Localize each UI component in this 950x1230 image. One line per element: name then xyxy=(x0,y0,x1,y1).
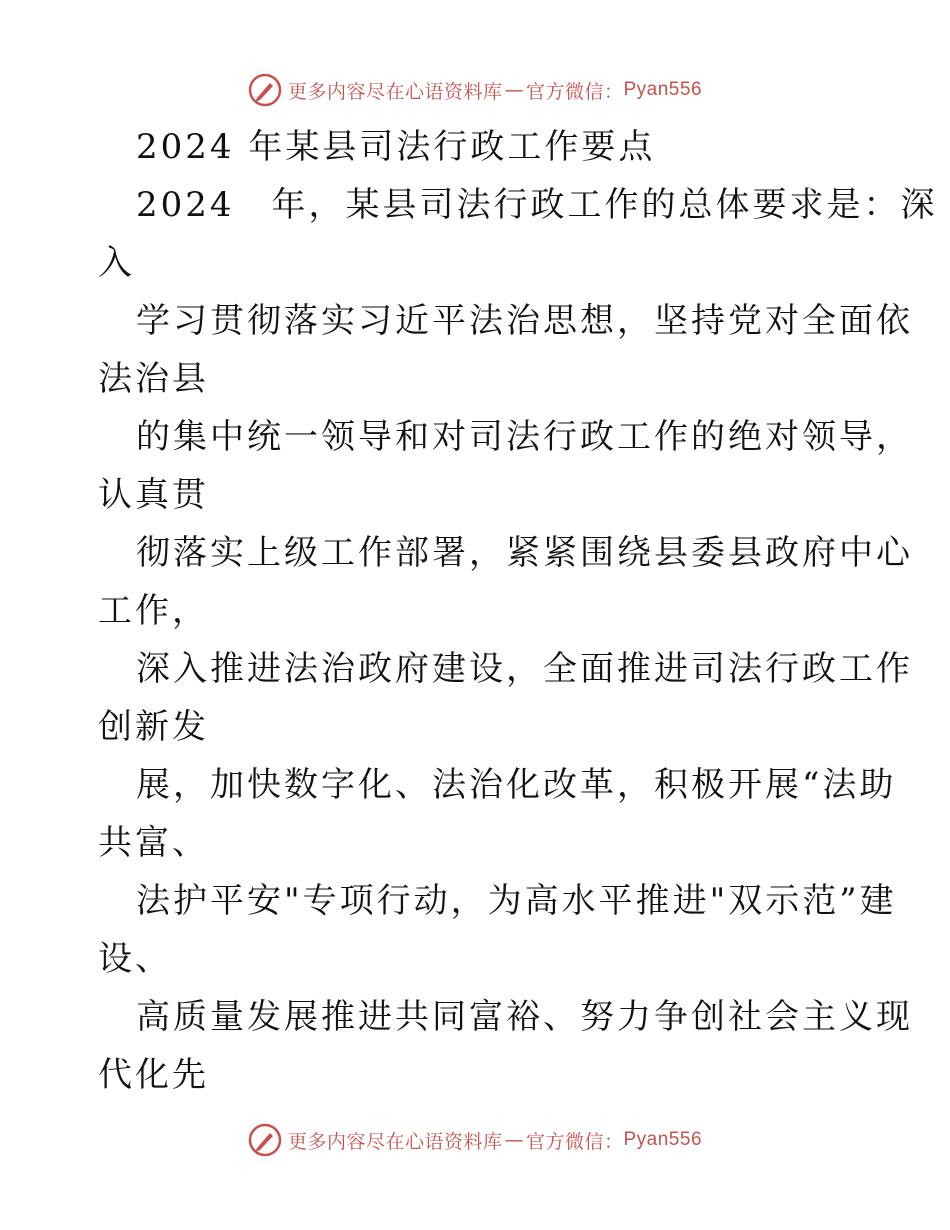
watermark-contact-id: Pyan556 xyxy=(623,79,703,100)
paragraph-line: 2024 年，某县司法行政工作的总体要求是：深 xyxy=(136,185,938,225)
document-title: 2024 年某县司法行政工作要点 xyxy=(136,127,656,167)
watermark-contact-label: 官方微信： xyxy=(525,80,624,103)
paragraph-line: 设、 xyxy=(98,939,172,979)
paragraph-line: 法护平安"专项行动，为高水平推进"双示范”建 xyxy=(136,881,897,921)
footer-watermark xyxy=(0,1120,950,1160)
paragraph-line: 彻落实上级工作部署，紧紧围绕县委县政府中心 xyxy=(136,533,913,573)
watermark-separator: — xyxy=(504,1129,524,1151)
watermark-contact-id: Pyan556 xyxy=(623,1129,703,1150)
paragraph-line: 的集中统一领导和对司法行政工作的绝对领导， xyxy=(136,417,913,457)
paragraph-line: 学习贯彻落实习近平法治思想，坚持党对全面依 xyxy=(136,301,913,341)
watermark-text: 更多内容尽在心语资料库 xyxy=(287,80,503,103)
paragraph-line: 高质量发展推进共同富裕、努力争创社会主义现 xyxy=(136,997,913,1037)
paragraph-line: 深入推进法治政府建设，全面推进司法行政工作 xyxy=(136,649,913,689)
paragraph-line: 认真贯 xyxy=(98,475,209,515)
header-watermark xyxy=(0,70,950,110)
paragraph-line: 展，加快数字化、法治化改革，积极开展“法助 xyxy=(136,765,897,805)
paragraph-line: 工作， xyxy=(98,591,209,631)
pen-logo-icon xyxy=(248,73,282,107)
watermark-separator: — xyxy=(504,79,524,101)
pen-logo-icon xyxy=(248,1123,282,1157)
paragraph-line: 法治县 xyxy=(98,359,209,399)
paragraph-line: 代化先 xyxy=(98,1055,209,1095)
document-body xyxy=(98,118,938,1104)
paragraph-line: 创新发 xyxy=(98,707,209,747)
paragraph-line: 入 xyxy=(98,243,135,283)
watermark-contact-label: 官方微信： xyxy=(525,1130,624,1153)
watermark-text: 更多内容尽在心语资料库 xyxy=(287,1130,503,1153)
paragraph-line: 共富、 xyxy=(98,823,209,863)
